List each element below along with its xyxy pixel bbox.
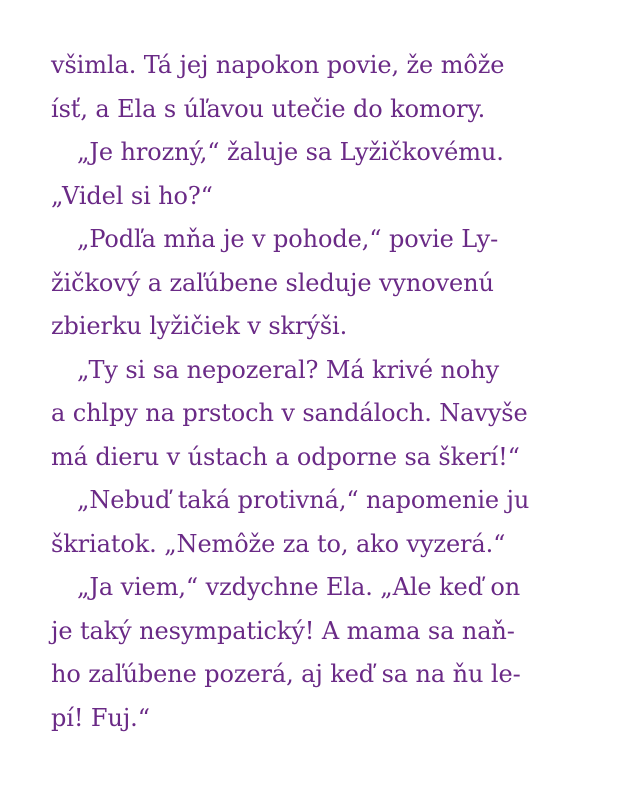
text-line-7: zbierku lyžičiek v skrýši. xyxy=(51,312,348,340)
text-line-2: ísť, a Ela s úľavou utečie do komory. xyxy=(51,94,486,123)
text-line-14: je taký nesympatický! A mama sa naň- xyxy=(51,616,515,645)
text-line-1: všimla. Tá jej napokon povie, že môže xyxy=(51,51,505,79)
text-line-11: „Nebuď taká protivná,“ napomenie ju xyxy=(77,486,530,514)
text-line-3: „Je hrozný,“ žaluje sa Lyžičkovému. xyxy=(77,138,504,166)
text-line-12: škriatok. „Nemôže za to, ako vyzerá.“ xyxy=(51,529,506,558)
text-line-15: ho zaľúbene pozerá, aj keď sa na ňu le- xyxy=(51,660,521,688)
text-line-5: „Podľa mňa je v pohode,“ povie Ly- xyxy=(77,225,499,253)
text-line-6: žičkový a zaľúbene sleduje vynovenú xyxy=(51,268,494,297)
text-line-13: „Ja viem,“ vzdychne Ela. „Ale keď on xyxy=(77,573,521,601)
text-line-9: a chlpy na prstoch v sandáloch. Navyše xyxy=(51,399,528,427)
text-line-16: pí! Fuj.“ xyxy=(51,703,150,732)
text-line-8: „Ty si sa nepozeral? Má krivé nohy xyxy=(77,355,500,384)
story-text xyxy=(51,44,611,740)
text-line-4: „Videl si ho?“ xyxy=(51,181,213,210)
text-line-10: má dieru v ústach a odporne sa škerí!“ xyxy=(51,442,520,471)
